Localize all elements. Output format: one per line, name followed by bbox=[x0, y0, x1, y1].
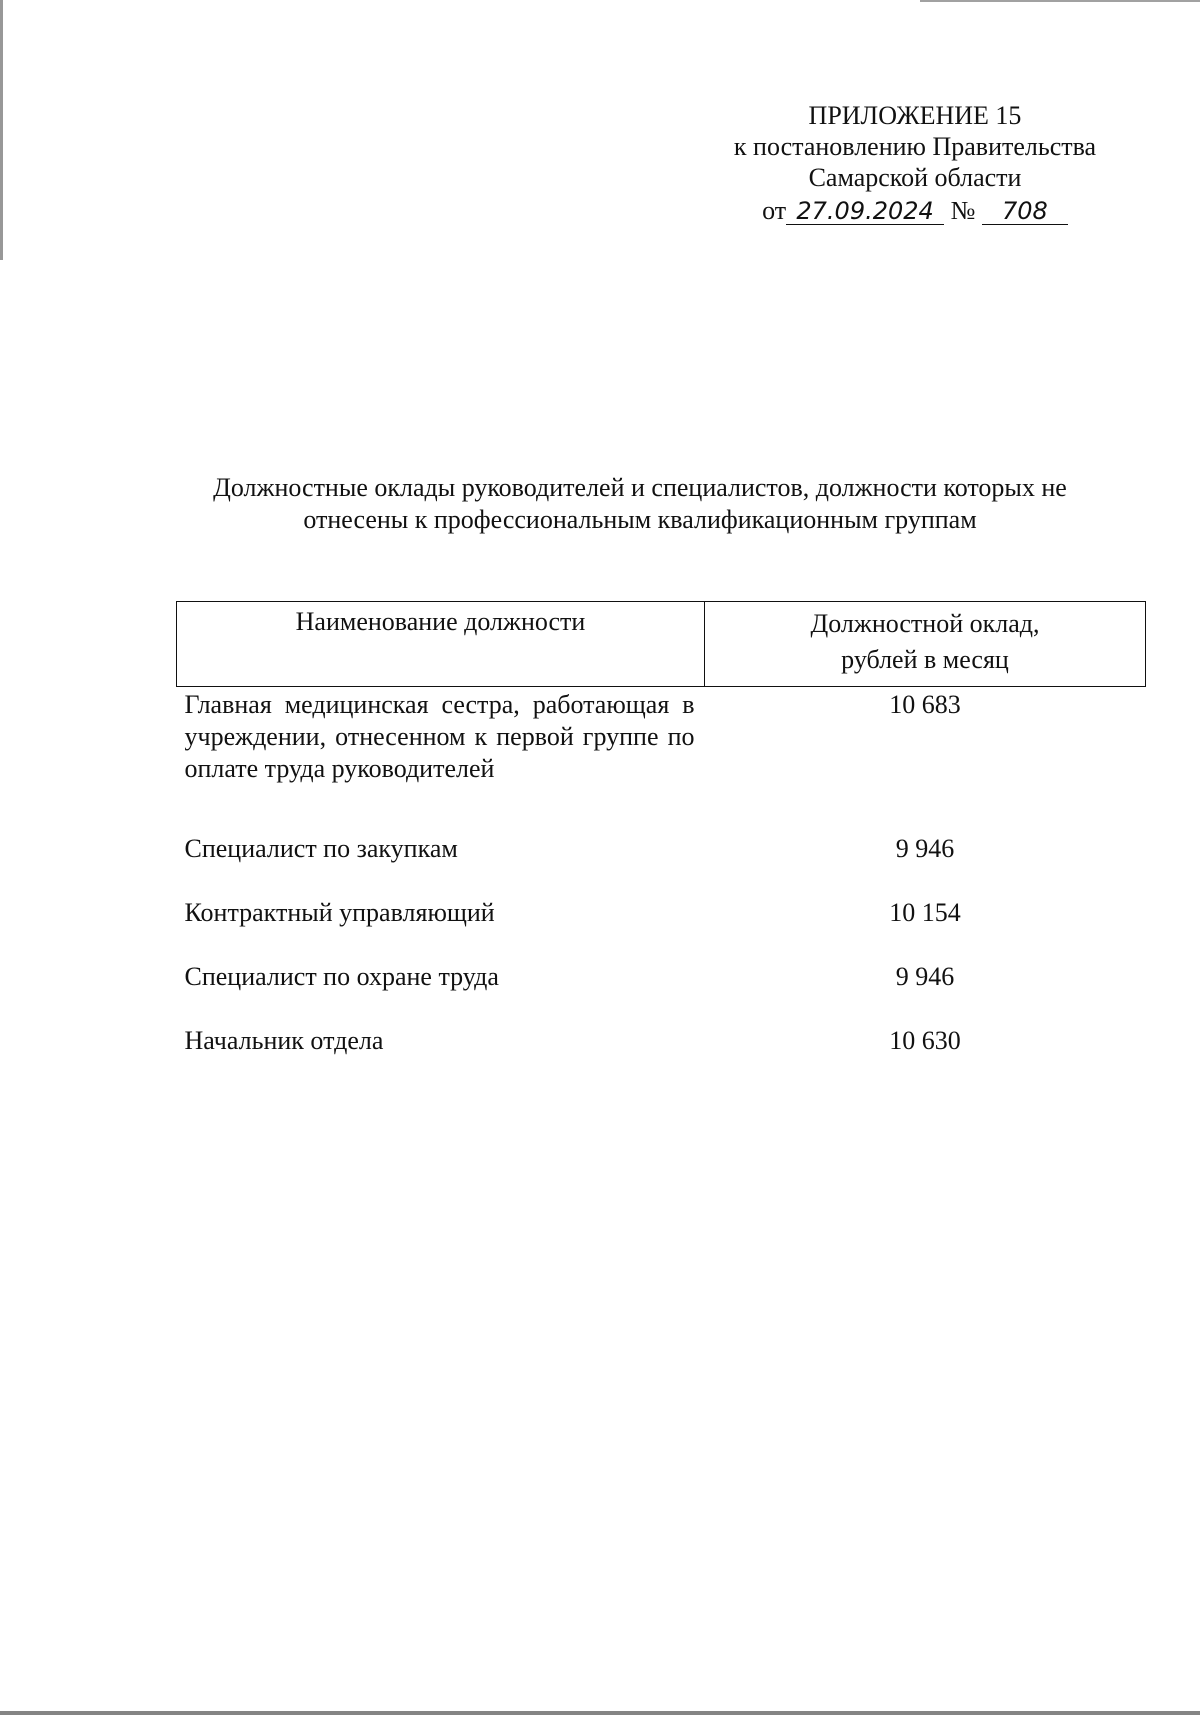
document-title-line-2: отнесены к профессиональным квалификационным группам bbox=[303, 505, 977, 534]
table-row bbox=[177, 687, 1146, 834]
appendix-header bbox=[700, 100, 1130, 226]
table-header-row bbox=[177, 602, 1146, 687]
column-header-salary-line-1: Должностной оклад, bbox=[810, 609, 1040, 638]
date-prefix: от bbox=[762, 196, 787, 225]
appendix-title: ПРИЛОЖЕНИЕ 15 bbox=[808, 101, 1022, 130]
salary-value: 10 154 bbox=[889, 898, 961, 927]
document-title bbox=[150, 472, 1130, 536]
number-prefix: № bbox=[950, 196, 976, 225]
salary-value: 10 683 bbox=[889, 690, 961, 719]
salary-value: 10 630 bbox=[889, 1026, 961, 1055]
column-header-salary bbox=[705, 602, 1146, 687]
scan-edge-bottom bbox=[0, 1711, 1200, 1715]
salary-table bbox=[176, 601, 1146, 1089]
appendix-line-region: Самарской области bbox=[808, 163, 1022, 192]
handwritten-date: 27.09.2024 bbox=[786, 198, 944, 225]
table-row bbox=[177, 961, 1146, 1025]
column-header-position: Наименование должности bbox=[177, 602, 705, 687]
resolution-date-number bbox=[700, 195, 1130, 226]
position-name: Начальник отдела bbox=[184, 1026, 384, 1055]
salary-value: 9 946 bbox=[895, 834, 955, 863]
table-row bbox=[177, 833, 1146, 897]
column-header-salary-line-2: рублей в месяц bbox=[841, 645, 1009, 674]
document-title-line-1: Должностные оклады руководителей и специалистов, должности которых не bbox=[213, 473, 1067, 502]
appendix-line-resolution: к постановлению Правительства bbox=[733, 132, 1097, 161]
position-name: Главная медицинская сестра, работающая в учреждении, отнесенном к первой группе по оплате труда руководителей bbox=[184, 690, 695, 783]
position-name: Специалист по охране труда bbox=[184, 962, 499, 991]
scan-edge-top bbox=[920, 0, 1200, 2]
position-name: Контрактный управляющий bbox=[184, 898, 495, 927]
table-row bbox=[177, 1025, 1146, 1089]
scan-edge-left bbox=[0, 0, 3, 260]
table-row bbox=[177, 897, 1146, 961]
handwritten-number: 708 bbox=[982, 198, 1068, 225]
position-name: Специалист по закупкам bbox=[184, 834, 458, 863]
salary-value: 9 946 bbox=[895, 962, 955, 991]
